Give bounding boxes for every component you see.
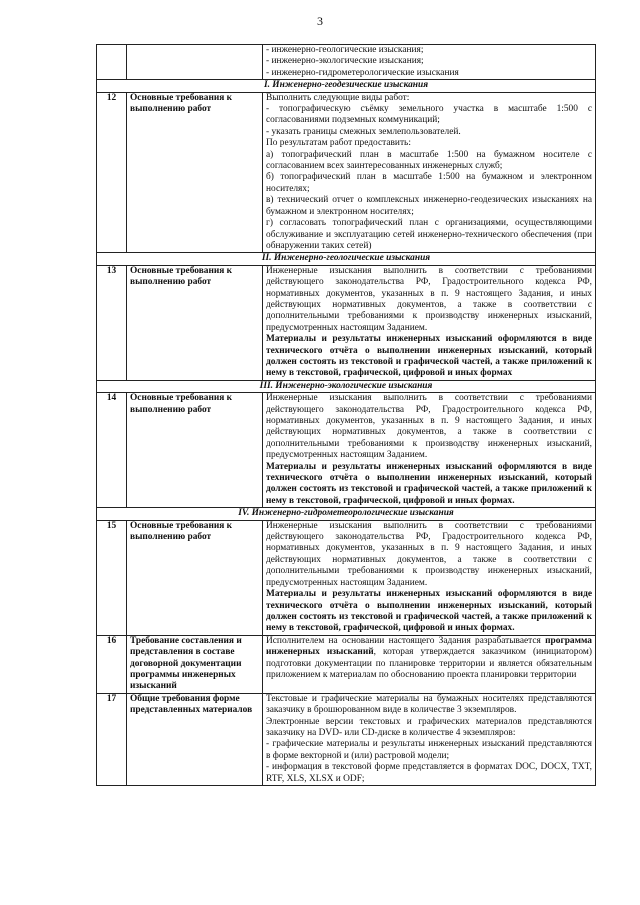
table-row-12 <box>97 92 596 253</box>
section-header-row <box>97 80 596 92</box>
paragraph: Инженерные изыскания выполнить в соответствии с требованиями действующего законодательства РФ, Градостроительного кодекса РФ, нормативных документов, указанных в п. 9 настоящего Задания, и иных действующих нормативных документов, а также в соответствии с дополнительными требованиями к производству инженерных изысканий, предусмотренных настоящим Заданием. <box>266 393 592 461</box>
paragraph: г) согласовать топографический план с организациями, осуществляющими обслуживание и эксплуатацию сетей инженерно-технического обеспечения (при обнаружении таких сетей) <box>266 218 592 251</box>
paragraph: - топографическую съёмку земельного участка в масштабе 1:500 с согласованиями подземных коммуникаций; <box>266 104 592 126</box>
requirements-table <box>96 44 596 786</box>
paragraph: - указать границы смежных землепользователей. <box>266 126 461 137</box>
row-number: 14 <box>97 393 127 508</box>
row-title: Общие требования форме представленных материалов <box>127 693 263 785</box>
row-title: Основные требования к выполнению работ <box>127 520 263 635</box>
row-title: Основные требования к выполнению работ <box>127 393 263 508</box>
row-number: 17 <box>97 693 127 785</box>
list-item: - инженерно-гидрометерологические изыскания <box>266 67 459 78</box>
text-bold-part: программа инженерных изысканий <box>266 635 592 658</box>
paragraph: б) топографический план в масштабе 1:500 на бумажном и электронном носителях; <box>266 172 592 194</box>
paragraph-bold: Материалы и результаты инженерных изысканий оформляются в виде технического отчёта о выполнении инженерных изысканий, который должен состоять из текстовой и графической частей, а также приложений к нему в текстовой, графической, цифровой и иных формах. <box>266 589 592 634</box>
paragraph-bold: Материалы и результаты инженерных изысканий оформляются в виде технического отчёта о выполнении инженерных изысканий, который должен состоять из текстовой и графической частей, а также приложений к нему в текстовой, графической, цифровой и иных формах. <box>266 461 592 506</box>
paragraph: - графические материалы и результаты инженерных изысканий представляются в форме векторной и (или) растровой модели; <box>266 739 592 761</box>
list-item: - инженерно-экологические изыскания; <box>266 56 424 67</box>
table-row-intro <box>97 45 596 80</box>
row-content <box>263 520 596 635</box>
row-content <box>263 393 596 508</box>
row-number: 15 <box>97 520 127 635</box>
section-title-geological: II. Инженерно-геологические изыскания <box>97 253 596 265</box>
section-title-hydromet: IV. Инженерно-гидрометеорологические изыскания <box>97 508 596 520</box>
table-row-17 <box>97 693 596 785</box>
row-title: Основные требования к выполнению работ <box>127 265 263 380</box>
list-item: - инженерно-геологические изыскания; <box>266 45 424 55</box>
row-content <box>263 92 596 253</box>
table-row-13 <box>97 265 596 380</box>
cell-name <box>127 45 263 80</box>
section-header-row <box>97 508 596 520</box>
text-part: Исполнителем на основании настоящего Задания разрабатывается <box>266 635 546 646</box>
paragraph: а) топографический план в масштабе 1:500 на бумажном носителе с согласованием всех заинтересованных инженерных служб; <box>266 149 592 172</box>
row-title: Требование составления и представления в составе договорной документации программы инженерных изысканий <box>127 635 263 693</box>
paragraph: в) технический отчет о комплексных инженерно-геодезических изысканиях на бумажном и электронном носителях; <box>266 195 592 217</box>
section-header-row <box>97 253 596 265</box>
row-number: 13 <box>97 265 127 380</box>
paragraph: Выполнить следующие виды работ: <box>266 92 410 103</box>
section-title-ecological: III. Инженерно-экологические изыскания <box>97 380 596 392</box>
row-number: 12 <box>97 92 127 253</box>
cell-num <box>97 45 127 80</box>
row-content <box>263 635 596 693</box>
table-row-14 <box>97 393 596 508</box>
paragraph: Электронные версии текстовых и графических материалов представляются заказчику на DVD- или CD-диске в количестве 4 экземпляров: <box>266 716 592 738</box>
table-row-15 <box>97 520 596 635</box>
paragraph: - информация в текстовой форме представляется в форматах DOC, DOCX, TXT, RTF, XLS, XLSX и ODF; <box>266 762 592 784</box>
paragraph: Текстовые и графические материалы на бумажных носителях представляются заказчику в брошюрованном виде в количестве 3 экземпляров. <box>266 693 592 716</box>
row-content <box>263 265 596 380</box>
section-title-geodesic: I. Инженерно-геодезические изыскания <box>97 80 596 92</box>
paragraph-bold: Материалы и результаты инженерных изысканий оформляются в виде технического отчёта о выполнении инженерных изысканий, который должен состоять из текстовой и графической частей, а также приложений к нему в текстовой, графической, цифровой и иных формах <box>266 334 592 379</box>
row-number: 16 <box>97 635 127 693</box>
table-row-16 <box>97 635 596 693</box>
page-number: 3 <box>317 14 323 28</box>
section-header-row <box>97 380 596 392</box>
text-part: , которая утверждается заказчиком (инициатором) подготовки документации по планировке территории и является обязательным приложением к материалам по обоснованию проекта планировки территории <box>266 647 592 680</box>
row-title: Основные требования к выполнению работ <box>127 92 263 253</box>
cell-text <box>263 45 596 80</box>
paragraph: Инженерные изыскания выполнить в соответствии с требованиями действующего законодательства РФ, Градостроительного кодекса РФ, нормативных документов, указанных в п. 9 настоящего Задания, и иных действующих нормативных документов, а также в соответствии с дополнительными требованиями к производству инженерных изысканий, предусмотренных настоящим Заданием. <box>266 520 592 588</box>
row-content <box>263 693 596 785</box>
paragraph: По результатам работ предоставить: <box>266 138 411 149</box>
paragraph: Инженерные изыскания выполнить в соответствии с требованиями действующего законодательства РФ, Градостроительного кодекса РФ, нормативных документов, указанных в п. 9 настоящего Задания, и иных действующих нормативных документов, а также в соответствии с дополнительными требованиями к производству инженерных изысканий, предусмотренных настоящим Заданием. <box>266 265 592 333</box>
